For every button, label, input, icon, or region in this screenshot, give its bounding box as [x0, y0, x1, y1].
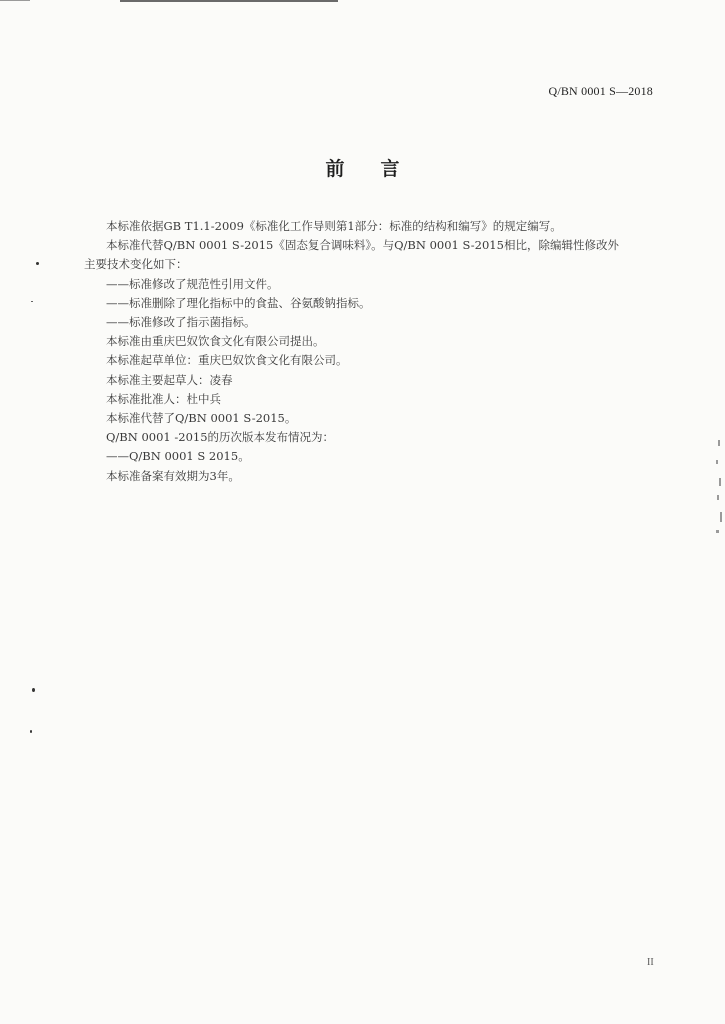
- scan-edge-line: [0, 0, 30, 1]
- scan-speck: [32, 688, 35, 692]
- paragraph-approver: 本标准批准人：杜中兵: [106, 391, 221, 406]
- change-item: ——标准修改了指示菌指标。: [106, 315, 256, 330]
- paragraph-supersedes: 本标准代替了Q/BN 0001 S-2015。: [106, 411, 297, 426]
- page-number: II: [647, 957, 654, 968]
- change-item: ——标准删除了理化指标中的食盐、谷氨酸钠指标。: [106, 295, 371, 310]
- paragraph-basis: 本标准依据GB T1.1-2009《标准化工作导则第1部分：标准的结构和编写》的规定编写。: [106, 219, 562, 233]
- scan-edge-mark: [716, 460, 718, 464]
- scan-speck: [36, 262, 39, 265]
- paragraph-replaces: 本标准代替Q/BN 0001 S-2015《固态复合调味料》。与Q/BN 0001 S-2015相比，除编辑性修改外: [106, 238, 619, 253]
- paragraph-proposer: 本标准由重庆巴奴饮食文化有限公司提出。: [106, 334, 325, 349]
- paragraph-drafting-unit: 本标准起草单位：重庆巴奴饮食文化有限公司。: [106, 353, 348, 368]
- scan-edge-mark: [716, 530, 719, 533]
- scan-edge-mark: [718, 440, 720, 446]
- change-item: ——标准修改了规范性引用文件。: [106, 276, 279, 291]
- scan-top-bar: [120, 0, 338, 2]
- paragraph-drafter: 本标准主要起草人：凌春: [106, 372, 233, 387]
- paragraph-validity: 本标准备案有效期为3年。: [106, 468, 240, 483]
- page-title: 前言: [325, 158, 436, 180]
- foreword-body: [84, 217, 654, 486]
- scan-edge-mark: [720, 512, 722, 522]
- scan-edge-mark: [719, 478, 721, 486]
- scan-edge-mark: [717, 495, 719, 500]
- paragraph-history-intro: Q/BN 0001 -2015的历次版本发布情况为：: [106, 430, 335, 445]
- standard-code: Q/BN 0001 S—2018: [548, 84, 653, 98]
- paragraph-changes-intro: 主要技术变化如下：: [84, 257, 188, 272]
- scan-speck: [31, 301, 33, 302]
- history-item: ——Q/BN 0001 S 2015。: [106, 449, 250, 464]
- scan-speck: [30, 730, 32, 733]
